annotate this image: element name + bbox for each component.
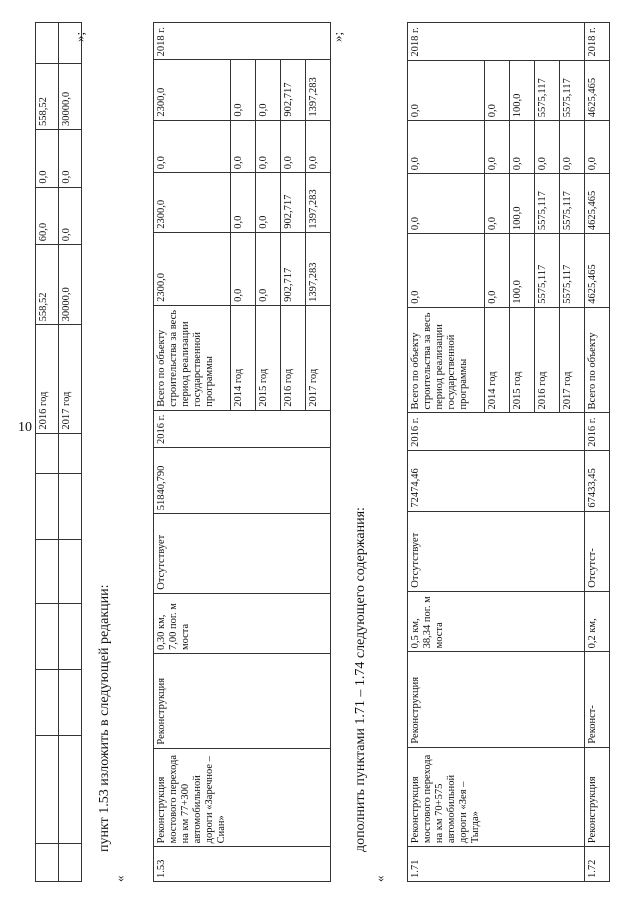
- table-row: 2017 год 1397,283 1397,283 0,0 1397,283: [306, 23, 331, 882]
- period-cell: 2016 год: [36, 325, 59, 433]
- table-row: 2015 год 0,0 0,0 0,0 0,0: [256, 23, 281, 882]
- table-row: 1.72 Реконструкция Реконст- 0,2 км, Отсутст- 67433,45 2016 г. Всего по объекту 4625,465 4625,465 0,0 4625,465 2018 г.: [585, 23, 610, 882]
- rotated-page: [35, 22, 625, 882]
- open-quote-2: «: [372, 875, 387, 882]
- items-1-71-table: [407, 22, 610, 882]
- table-row: 2014 год 0,0 0,0 0,0 0,0: [231, 23, 256, 882]
- section-heading-2: дополнить пунктами 1.71 – 1.74 следующего содержания:: [353, 507, 368, 852]
- table-row: 1.71 Реконструкция мостового перехода на км 70+575 автомобильной дороги «Зея – Тыгда» Реконструкция 0,5 км, 38,34 пог. м моста Отсутствует 72474,46 2016 г. Всего по объекту строительства за весь период реализации государственной программы 0,0 0,0 0,0 0,0 2018 г.: [408, 23, 485, 882]
- page-number: 10: [18, 420, 32, 435]
- table-row: 2015 год 100,0 100,0 0,0 100,0: [510, 23, 535, 882]
- table-row: 2017 год 5575,117 5575,117 0,0 5575,117: [560, 23, 585, 882]
- item-1-53-table: [153, 22, 331, 882]
- closing-quote-2: »;: [330, 31, 345, 42]
- table-row: 1.53 Реконструкция мостового перехода на км 77+300 автомобильной дороги «Заречное – Сиан» Реконструкция 0,30 км, 7,00 пог. м моста Отсутствует 51840,790 2016 г. Всего по объекту строительства за весь период реализации государственной программы 2300,0 2300,0 0,0 2300,0 2018 г.: [154, 23, 231, 882]
- closing-quote: »;: [72, 31, 87, 42]
- table-row: 2017 год 30000,0 0,0 0,0 30000,0: [59, 23, 82, 882]
- open-quote: «: [112, 875, 127, 882]
- table-row: 2014 год 0,0 0,0 0,0 0,0: [485, 23, 510, 882]
- table-row: 2016 год 5575,117 5575,117 0,0 5575,117: [535, 23, 560, 882]
- table-row: 2016 год 902,717 902,717 0,0 902,717: [281, 23, 306, 882]
- top-fragment-table: [35, 22, 82, 882]
- section-heading: пункт 1.53 изложить в следующей редакции:: [97, 584, 112, 852]
- table-row: 2016 год 558,52 60,0 0,0 558,52: [36, 23, 59, 882]
